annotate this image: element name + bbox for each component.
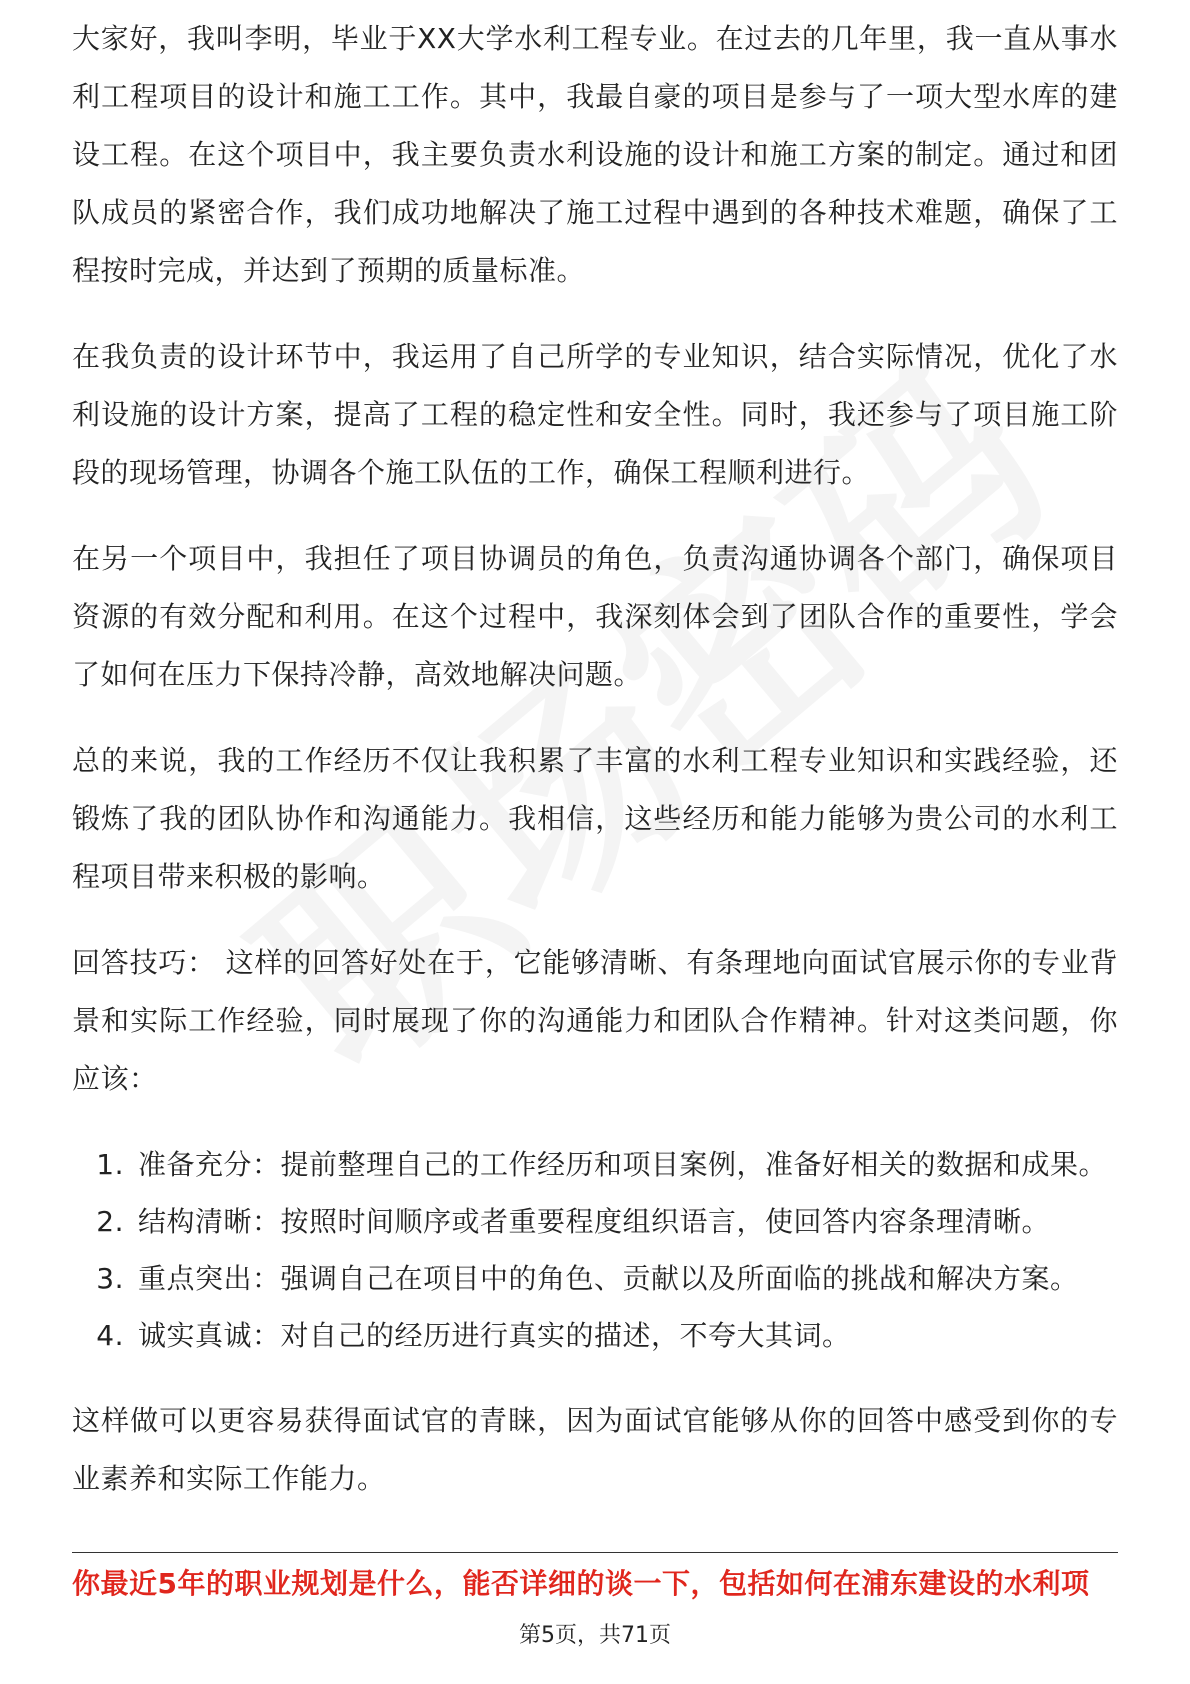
list-item-number: 1. — [96, 1148, 124, 1181]
next-question-heading: 你最近5年的职业规划是什么，能否详细的谈一下，包括如何在浦东建设的水利项 — [72, 1567, 1090, 1600]
list-item-text: 结构清晰：按照时间顺序或者重要程度组织语言，使回答内容条理清晰。 — [138, 1205, 1051, 1238]
paragraph-design-role: 在我负责的设计环节中，我运用了自己所学的专业知识，结合实际情况，优化了水利设施的设计方案，提高了工程的稳定性和安全性。同时，我还参与了项目施工阶段的现场管理，协调各个施工队伍的工作，确保工程顺利进行。 — [72, 340, 1118, 489]
tips-list — [72, 1136, 1118, 1364]
list-item-text: 重点突出：强调自己在项目中的角色、贡献以及所面临的挑战和解决方案。 — [138, 1262, 1079, 1295]
list-item-number: 2. — [96, 1205, 124, 1238]
list-item-text: 诚实真诚：对自己的经历进行真实的描述，不夸大其词。 — [138, 1319, 851, 1352]
paragraph-summary: 总的来说，我的工作经历不仅让我积累了丰富的水利工程专业知识和实践经验，还锻炼了我的团队协作和沟通能力。我相信，这些经历和能力能够为贵公司的水利工程项目带来积极的影响。 — [72, 744, 1118, 893]
page-number: 第5页，共71页 — [519, 1623, 671, 1648]
list-item-number: 3. — [96, 1262, 124, 1295]
paragraph-coordinator-role: 在另一个项目中，我担任了项目协调员的角色，负责沟通协调各个部门，确保项目资源的有效分配和利用。在这个过程中，我深刻体会到了团队合作的重要性，学会了如何在压力下保持冷静，高效地解决问题。 — [72, 542, 1118, 691]
paragraph-experience-intro: 大家好，我叫李明，毕业于XX大学水利工程专业。在过去的几年里，我一直从事水利工程项目的设计和施工工作。其中，我最自豪的项目是参与了一项大型水库的建设工程。在这个项目中，我主要负责水利设施的设计和施工方案的制定。通过和团队成员的紧密合作，我们成功地解决了施工过程中遇到的各种技术难题，确保了工程按时完成，并达到了预期的质量标准。 — [72, 22, 1118, 287]
section-divider — [72, 1552, 1118, 1553]
list-item — [72, 1136, 1118, 1193]
paragraph-answer-tips: 回答技巧： 这样的回答好处在于，它能够清晰、有条理地向面试官展示你的专业背景和实际工作经验，同时展现了你的沟通能力和团队合作精神。针对这类问题，你应该： — [72, 946, 1118, 1095]
list-item — [72, 1193, 1118, 1250]
list-item — [72, 1307, 1118, 1364]
list-item-text: 准备充分：提前整理自己的工作经历和项目案例，准备好相关的数据和成果。 — [138, 1148, 1108, 1181]
paragraph-closing: 这样做可以更容易获得面试官的青睐，因为面试官能够从你的回答中感受到你的专业素养和实际工作能力。 — [72, 1404, 1118, 1495]
document-body — [72, 22, 1118, 1536]
list-item-number: 4. — [96, 1319, 124, 1352]
list-item — [72, 1250, 1118, 1307]
